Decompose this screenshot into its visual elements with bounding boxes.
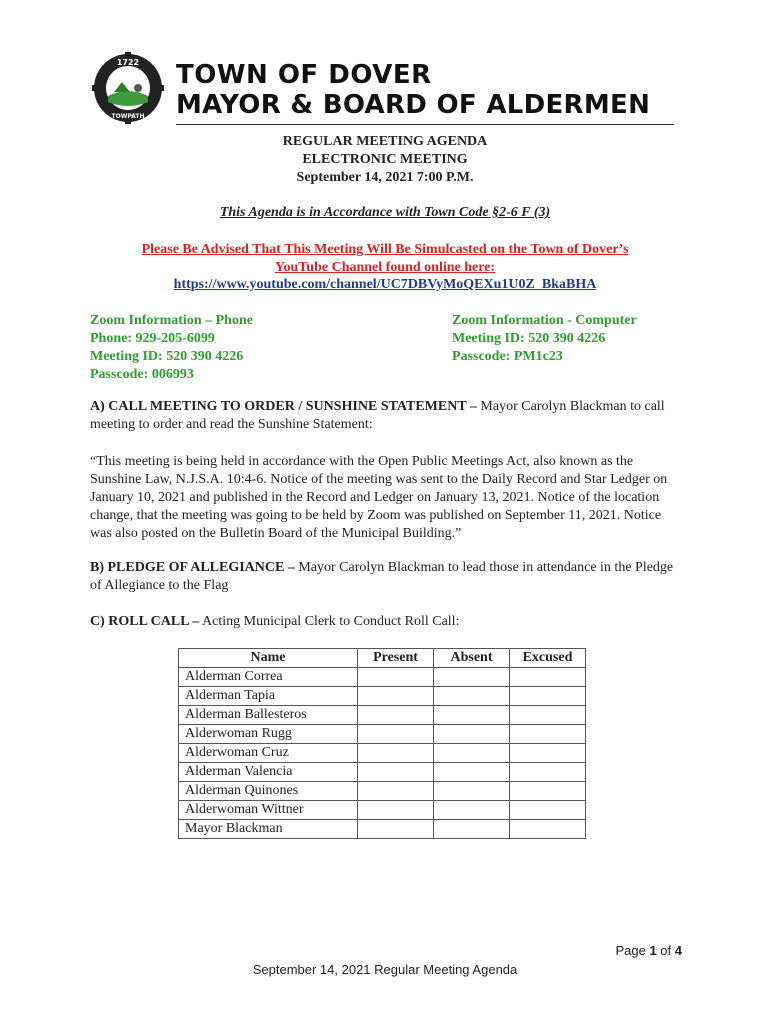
- seal-text: TOWPATH: [111, 113, 145, 120]
- absent-cell: [434, 744, 510, 763]
- section-a-text: Mayor Carolyn Blackman to call meeting to order and read the Sunshine Statement:: [90, 399, 665, 432]
- absent-cell: [434, 801, 510, 820]
- excused-cell: [510, 763, 586, 782]
- absent-cell: [434, 782, 510, 801]
- present-cell: [358, 687, 434, 706]
- excused-cell: [510, 782, 586, 801]
- col-absent: Absent: [434, 649, 510, 668]
- section-c: [90, 613, 685, 631]
- board-name: MAYOR & BOARD OF ALDERMEN: [176, 90, 651, 121]
- table-row: [179, 763, 586, 782]
- member-name: Alderwoman Cruz: [179, 744, 358, 763]
- excused-cell: [510, 744, 586, 763]
- present-cell: [358, 725, 434, 744]
- absent-cell: [434, 725, 510, 744]
- agenda-heading: [0, 133, 770, 187]
- letterhead-title: [176, 62, 650, 120]
- youtube-link[interactable]: https://www.youtube.com/channel/UC7DBVyMoQEXu1U0Z_BkaBHA: [173, 277, 597, 292]
- letterhead-divider: [176, 124, 674, 125]
- excused-cell: [510, 668, 586, 687]
- meeting-type: ELECTRONIC MEETING: [302, 152, 468, 167]
- absent-cell: [434, 820, 510, 839]
- excused-cell: [510, 820, 586, 839]
- member-name: Alderman Tapia: [179, 687, 358, 706]
- excused-cell: [510, 801, 586, 820]
- table-row: [179, 820, 586, 839]
- table-row: [179, 687, 586, 706]
- page-number: [615, 943, 682, 958]
- section-a-heading: A) CALL MEETING TO ORDER / SUNSHINE STATEMENT –: [90, 399, 477, 414]
- table-row: [179, 801, 586, 820]
- absent-cell: [434, 706, 510, 725]
- table-row: [179, 706, 586, 725]
- agenda-type: REGULAR MEETING AGENDA: [282, 134, 488, 149]
- section-c-heading: C) ROLL CALL –: [90, 614, 200, 629]
- absent-cell: [434, 687, 510, 706]
- absent-cell: [434, 668, 510, 687]
- page-current: 1: [649, 943, 657, 958]
- present-cell: [358, 763, 434, 782]
- page-word: Page: [615, 943, 646, 958]
- excused-cell: [510, 706, 586, 725]
- member-name: Alderman Ballesteros: [179, 706, 358, 725]
- page-total: 4: [674, 943, 682, 958]
- simulcast-notice: [0, 241, 770, 277]
- present-cell: [358, 668, 434, 687]
- table-row: [179, 782, 586, 801]
- present-cell: [358, 744, 434, 763]
- section-b-heading: B) PLEDGE OF ALLEGIANCE –: [90, 560, 295, 575]
- section-c-text: Acting Municipal Clerk to Conduct Roll Call:: [199, 614, 460, 629]
- footer-document-title: September 14, 2021 Regular Meeting Agenda: [252, 962, 518, 977]
- table-row: [179, 725, 586, 744]
- simulcast-line-2: YouTube Channel found online here:: [274, 260, 496, 275]
- zoom-computer-info: [452, 312, 637, 366]
- zoom-computer-heading: Zoom Information - Computer: [452, 313, 637, 328]
- member-name: Alderwoman Rugg: [179, 725, 358, 744]
- member-name: Mayor Blackman: [179, 820, 358, 839]
- member-name: Alderman Valencia: [179, 763, 358, 782]
- table-row: [179, 668, 586, 687]
- zoom-phone-meeting-id: Meeting ID: 520 390 4226: [90, 349, 244, 364]
- excused-cell: [510, 725, 586, 744]
- town-seal-logo: [92, 52, 164, 124]
- present-cell: [358, 782, 434, 801]
- section-a: [90, 398, 685, 434]
- meeting-date: September 14, 2021 7:00 P.M.: [296, 170, 474, 185]
- table-row: [179, 744, 586, 763]
- excused-cell: [510, 687, 586, 706]
- town-name: TOWN OF DOVER: [176, 60, 432, 90]
- seal-year: 1722: [116, 58, 140, 67]
- zoom-phone-number: Phone: 929-205-6099: [90, 331, 215, 346]
- present-cell: [358, 706, 434, 725]
- member-name: Alderman Correa: [179, 668, 358, 687]
- col-excused: Excused: [510, 649, 586, 668]
- member-name: Alderwoman Wittner: [179, 801, 358, 820]
- section-b-text: Mayor Carolyn Blackman to lead those in attendance in the Pledge of Allegiance to the Flag: [90, 560, 674, 593]
- sunshine-statement: “This meeting is being held in accordance with the Open Public Meetings Act, also known as the Sunshine Law, N.J.S.A. 10:4-6. Notice of the meeting was sent to the Daily Record and Star Ledger on January 10, 2021 and published in the Record and Ledger on January 13, 2021. Notice of the location change, that the meeting was going to be held by Zoom was published on September 11, 2021. Notice was also posted on the Bulletin Board of the Municipal Building.”: [90, 454, 668, 541]
- roll-call-header-row: [179, 649, 586, 668]
- section-b: [90, 559, 685, 595]
- roll-call-table: [178, 648, 586, 839]
- present-cell: [358, 820, 434, 839]
- col-present: Present: [358, 649, 434, 668]
- col-name: Name: [179, 649, 358, 668]
- zoom-phone-info: [90, 312, 253, 384]
- zoom-computer-meeting-id: Meeting ID: 520 390 4226: [452, 331, 606, 346]
- page-of: of: [660, 943, 672, 958]
- zoom-phone-passcode: Passcode: 006993: [90, 367, 194, 382]
- town-code-notice: This Agenda is in Accordance with Town Code §2-6 F (3): [219, 205, 551, 220]
- simulcast-line-1: Please Be Advised That This Meeting Will Be Simulcasted on the Town of Dover’s: [141, 242, 629, 257]
- zoom-phone-heading: Zoom Information – Phone: [90, 313, 253, 328]
- present-cell: [358, 801, 434, 820]
- zoom-computer-passcode: Passcode: PM1c23: [452, 349, 563, 364]
- member-name: Alderman Quinones: [179, 782, 358, 801]
- absent-cell: [434, 763, 510, 782]
